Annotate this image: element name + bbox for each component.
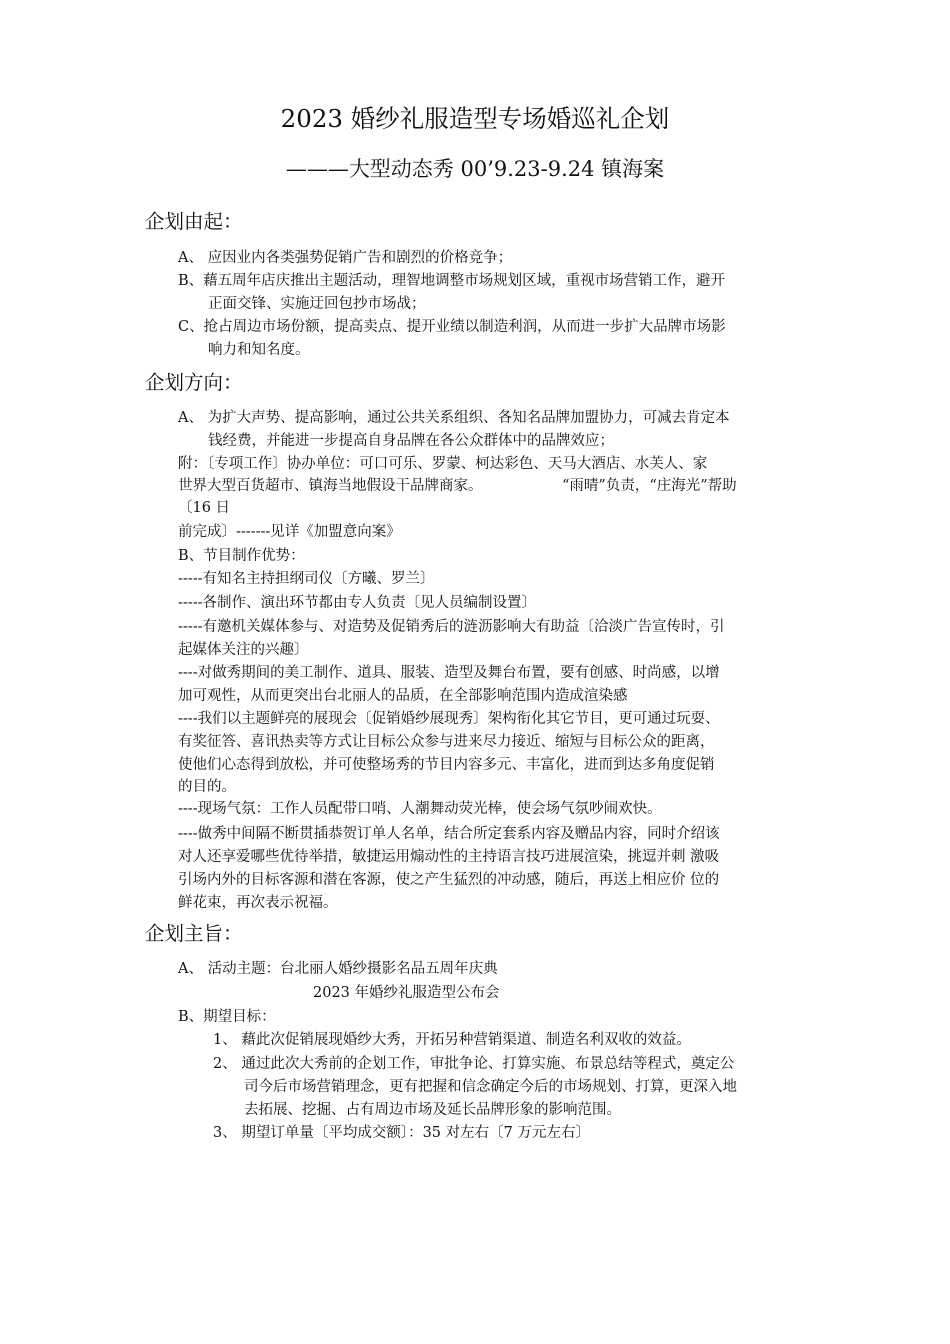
list-item: 3、 期望订单量〔平均成交额〕：35 对左右〔7 万元左右〕 bbox=[213, 1125, 590, 1141]
paragraph-line: 世界大型百货超市、镇海当地假设干品牌商家。 bbox=[178, 478, 483, 494]
paragraph-line: 的目的。 bbox=[178, 779, 236, 795]
document-subtitle: ———大型动态秀 00’9.23-9.24 镇海案 bbox=[285, 157, 665, 181]
paragraph-line: -----有知名主持担纲司仪〔方曦、罗兰〕 bbox=[178, 571, 435, 587]
paragraph-line: ----我们以主题鲜亮的展现会〔促销婚纱展现秀〕架构衔化其它节目，更可通过玩耍、 bbox=[178, 711, 720, 727]
paragraph-line: 正面交锋、实施迂回包抄市场战； bbox=[208, 296, 426, 312]
paragraph-line: A、 为扩大声势、提高影响，通过公共关系组织、各知名品牌加盟协力，可减去肯定本 bbox=[178, 410, 730, 426]
list-item: 1、 藉此次促销展现婚纱大秀，开拓另种营销渠道、制造名利双收的效益。 bbox=[213, 1032, 691, 1048]
paragraph-line: 去拓展、挖掘、占有周边市场及延长品牌形象的影响范围。 bbox=[244, 1102, 621, 1118]
paragraph-line: 钱经费，并能进一步提高自身品牌在各公众群体中的品牌效应； bbox=[208, 433, 614, 449]
paragraph-line: 司今后市场营销理念，更有把握和信念确定今后的市场规划、打算，更深入地 bbox=[244, 1079, 737, 1095]
paragraph-line: 前完成〕-------见详《加盟意向案》 bbox=[178, 524, 401, 540]
paragraph-line: -----有邀机关媒体参与、对造势及促销秀后的涟沥影响大有助益〔洽淡广告宣传时，引 bbox=[178, 619, 725, 635]
paragraph-line: B、期望目标： bbox=[178, 1009, 276, 1025]
paragraph-line: B、藉五周年店庆推出主题活动，理智地调整市场规划区域，重视市场营销工作，避开 bbox=[178, 273, 726, 289]
paragraph-line: ----做秀中间隔不断贯插恭贺订单人名单，结合所定套系内容及赠品内容，同时介绍该 bbox=[178, 826, 720, 842]
section-heading-purpose: 企划主旨： bbox=[145, 922, 243, 945]
paragraph-line: 响力和知名度。 bbox=[208, 342, 310, 358]
section-heading-direction: 企划方向： bbox=[145, 371, 243, 394]
document-title: 2023 婚纱礼服造型专场婚巡礼企划 bbox=[280, 104, 670, 133]
paragraph-line: 〔16 日 bbox=[178, 500, 231, 516]
paragraph-line: 加可观性，从而更突出台北丽人的品质，在全部影响范围内造成渲染感 bbox=[178, 688, 628, 704]
paragraph-line: 对人还享爱哪些优待举措，敏捷运用煽动性的主持语言技巧进展渲染，挑逗并刺 激吸 bbox=[178, 849, 720, 865]
paragraph-line: 起媒体关注的兴趣〕 bbox=[178, 642, 309, 658]
paragraph-line: A、 应因业内各类强势促销广告和剧烈的价格竞争； bbox=[178, 250, 513, 266]
paragraph-line: 2023 年婚纱礼服造型公布会 bbox=[313, 985, 500, 1001]
paragraph-line: ----对做秀期间的美工制作、道具、服装、造型及舞台布置，要有创感、时尚感，以增 bbox=[178, 665, 720, 681]
paragraph-line: B、节目制作优势： bbox=[178, 548, 305, 564]
paragraph-line: ----现场气氛：工作人员配带口哨、人潮舞动荧光棒，使会场气氛吵闹欢快。 bbox=[178, 801, 662, 817]
paragraph-line: 有奖征答、喜讯热卖等方式让目标公众参与进来尽力接近、缩短与目标公众的距离， bbox=[178, 734, 715, 750]
list-item: 2、 通过此次大秀前的企划工作，审批争论、打算实施、布景总结等程式，奠定公 bbox=[213, 1056, 735, 1072]
paragraph-line: “雨晴”负责，“庄海光”帮助 bbox=[562, 478, 737, 494]
paragraph-line: 引场内外的目标客源和潜在客源，使之产生猛烈的冲动感，随后，再送上相应价 位的 bbox=[178, 872, 720, 888]
paragraph-line: 鲜花束，再次表示祝福。 bbox=[178, 895, 338, 911]
paragraph-line: C、抢占周边市场份额，提高卖点、提开业绩以制造利润，从而进一步扩大品牌市场影 bbox=[178, 319, 726, 335]
paragraph-line: -----各制作、演出环节都由专人负责〔见人员编制设置〕 bbox=[178, 595, 536, 611]
paragraph-line: A、 活动主题：台北丽人婚纱摄影名品五周年庆典 bbox=[178, 961, 498, 977]
paragraph-line: 附：〔专项工作〕协办单位：可口可乐、罗蒙、柯达彩色、天马大酒店、水芙人、家 bbox=[178, 456, 708, 472]
paragraph-line: 使他们心态得到放松，并可使整场秀的节目内容多元、丰富化，进而到达多角度促销 bbox=[178, 757, 715, 773]
section-heading-origin: 企划由起： bbox=[145, 210, 243, 233]
